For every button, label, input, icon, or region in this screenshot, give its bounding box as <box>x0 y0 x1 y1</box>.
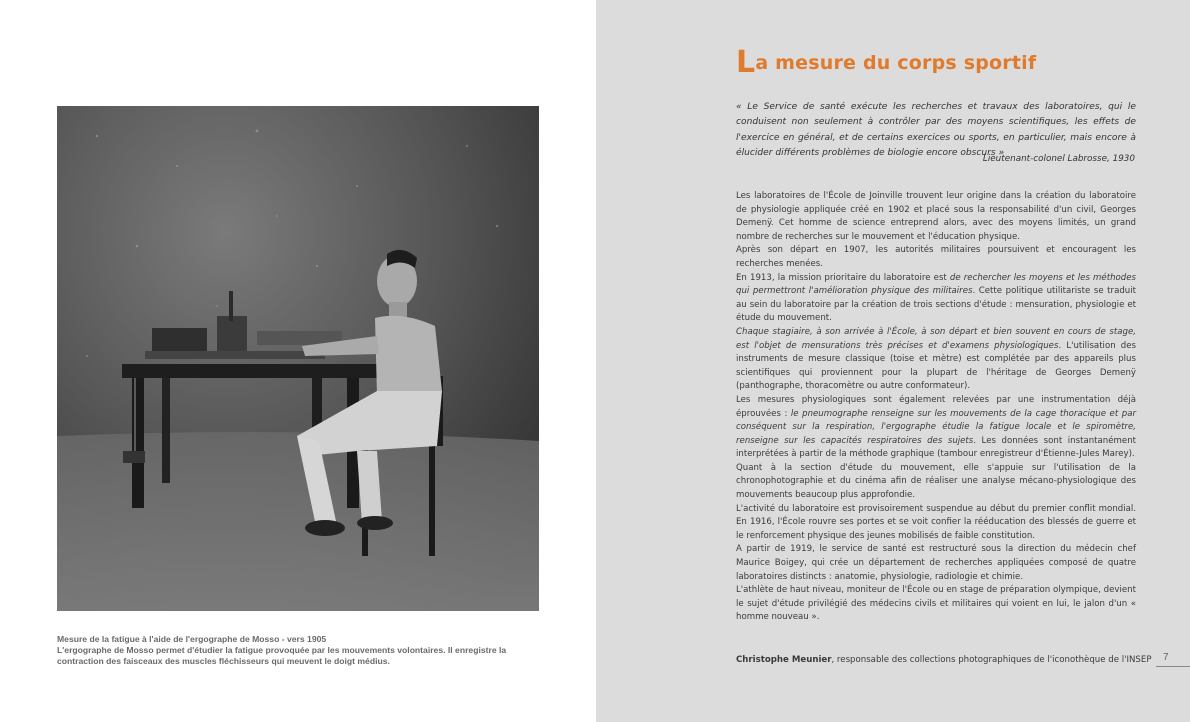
author-role: , responsable des collections photographiques de l'iconothèque de l'INSEP <box>831 655 1152 665</box>
paragraph-5-text-a: Les mesures physiologiques sont également relevées par une instrumentation déjà éprouvées : <box>736 394 1136 419</box>
paragraph-3-text-b: . Cette politique utilitariste se traduit au sein du laboratoire par la création de trois sections d'étude : mensuration, physiologie et étude du mouvement. <box>736 286 1136 324</box>
right-page <box>596 0 1190 722</box>
paragraph-5-emphasis: le pneumographe renseigne sur les mouvements de la cage thoracique et par conséquent sur la respiration, l'ergographe étudie la fatigue locale et le spiromètre, renseigne sur les capacités respiratoires des sujets <box>736 408 1137 446</box>
author-credit <box>736 655 1152 665</box>
paragraph-8: A partir de 1919, le service de santé est restructuré sous la direction du médecin chef Maurice Boigey, qui crée un département de recherches appliquées composé de quatre laboratoires distincts : anatomie, physiologie, radiologie et chimie. <box>736 544 1136 582</box>
paragraph-3-text-a: En 1913, la mission prioritaire du laboratoire est <box>736 272 950 283</box>
caption-title: Mesure de la fatigue à l'aide de l'ergographe de Mosso - vers 1905 <box>57 634 327 644</box>
paragraph-9: L'athlète de haut niveau, moniteur de l'École ou en stage de préparation olympique, devient le sujet d'étude privilégié des médecins civils et militaires qui voient en lui, le jalon d'un « homme nouveau ». <box>736 585 1136 623</box>
paragraph-4 <box>736 326 1136 394</box>
paragraph-7: L'activité du laboratoire est provisoirement suspendue au début du premier conflit mondial. En 1916, l'École rouvre ses portes et se voit confier la rééducation des blessés de guerre et le renforcement physique des jeunes mobilisés de faible constitution. <box>736 503 1136 541</box>
title-initial: L <box>736 45 756 80</box>
paragraph-4-text: . L'utilisation des instruments de mesure classique (toise et mètre) est complétée par des appareils plus scientifiques qui proviennent pour la plupart de l'héritage de Georges Demenÿ (panthographe, thoracomètre ou autre conformateur). <box>736 340 1136 392</box>
paragraph-2: Après son départ en 1907, les autorités militaires poursuivent et encouragent les recherches menées. <box>736 245 1136 269</box>
page-number-rule <box>1156 666 1190 667</box>
page-title <box>736 45 1037 80</box>
paragraph-3-emphasis: de rechercher les moyens et les méthodes qui permettront l'amélioration physique des militaires <box>736 272 1136 297</box>
quote-attribution: Lieutenant-colonel Labrosse, 1930 <box>982 154 1135 164</box>
author-name: Christophe Meunier <box>736 655 832 665</box>
article-body <box>736 190 1136 625</box>
photo-caption <box>57 634 539 667</box>
paragraph-6: Quant à la section d'étude du mouvement, elle s'appuie sur l'utilisation de la chronophotographie et du cinéma afin de réaliser une analyse mécano-physiologique des mouvements beaucoup plus approfondie. <box>736 462 1136 501</box>
paragraph-4-emphasis: Chaque stagiaire, à son arrivée à l'École, à son départ et bien souvent en cours de stage, est l'objet de mensurations très précises et d'examens physiologiques <box>736 326 1136 351</box>
paragraph-5-text-b: . Les données sont instantanément interprétées à partir de la méthode graphique (tambour enregistreur d'Étienne-Jules Marey). <box>736 435 1137 460</box>
caption-text: L'ergographe de Mosso permet d'étudier la fatigue provoquée par les mouvements volontaires. Il enregistre la contraction des faisceaux des muscles fléchisseurs qui meuvent le doigt médius. <box>57 645 507 666</box>
title-rest: a mesure du corps sportif <box>755 52 1037 74</box>
historical-photograph <box>57 106 539 611</box>
ergograph-scene-illustration <box>57 106 539 611</box>
page-number: 7 <box>1163 652 1169 663</box>
paragraph-5 <box>736 394 1136 462</box>
paragraph-3 <box>736 272 1136 326</box>
epigraph-quote: « Le Service de santé exécute les recherches et travaux des laboratoires, qui le conduisent non seulement à contrôler par des moyens scientifiques, les effets de l'exercice en général, et de certains exercices ou sports, en particulier, mais encore à élucider différents problèmes de biologie encore obscurs » <box>736 102 1136 159</box>
paragraph-1: Les laboratoires de l'École de Joinville trouvent leur origine dans la création du laboratoire de physiologie appliquée créé en 1902 et placé sous la responsabilité d'un civil, Georges Demenÿ. Cet homme de science entreprend alors, avec des moyens limités, un grand nombre de recherches sur le mouvement et l'éducation physique. <box>736 191 1136 242</box>
